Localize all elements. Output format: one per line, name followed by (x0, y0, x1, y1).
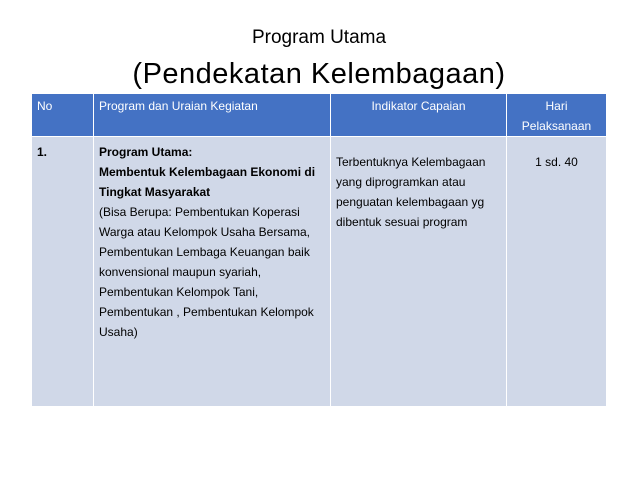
indikator-text: Terbentuknya Kelembagaan yang diprogramkan atau penguatan kelembagaan yg dibentuk sesuai program (336, 155, 486, 229)
header-program: Program dan Uraian Kegiatan (94, 94, 331, 137)
header-indikator: Indikator Capaian (331, 94, 507, 137)
hari-text: 1 sd. 40 (535, 155, 578, 169)
cell-program (94, 137, 331, 407)
table-header-row (32, 94, 607, 137)
program-detail: (Bisa Berupa: Pembentukan Koperasi Warga atau Kelompok Usaha Bersama, Pembentukan Lembaga Keuangan baik konvensional maupun syariah, Pembentukan Kelompok Tani, Pembentukan , Pembentukan Kelompok Usaha) (99, 205, 314, 339)
table-row (32, 137, 607, 407)
cell-hari (507, 137, 607, 407)
cell-no: 1. (32, 137, 94, 407)
cell-indikator (331, 137, 507, 407)
program-heading: Program Utama: (99, 145, 193, 159)
program-table (31, 93, 607, 407)
header-hari-line1: Hari (545, 99, 568, 113)
header-hari (507, 94, 607, 137)
header-hari-line2: Pelaksanaan (521, 119, 592, 133)
slide-title: Program Utama (251, 27, 387, 48)
program-title: Membentuk Kelembagaan Ekonomi di Tingkat Masyarakat (99, 165, 316, 199)
header-no: No (32, 94, 94, 137)
slide-subtitle: (Pendekatan Kelembagaan) (132, 58, 506, 90)
